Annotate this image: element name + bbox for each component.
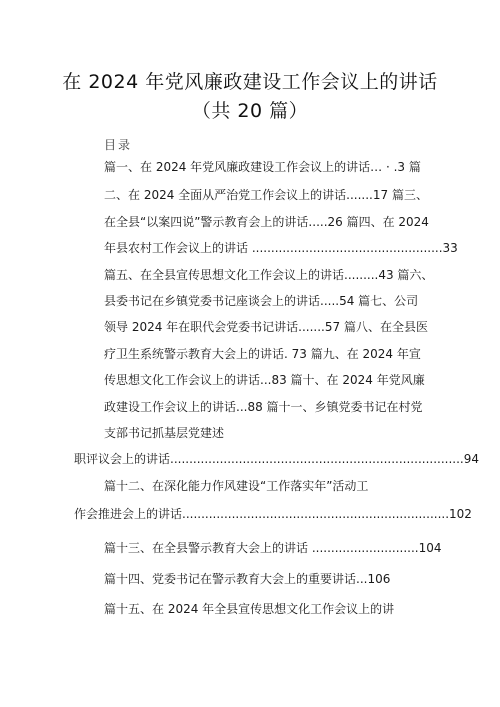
toc-line: 二、在 2024 全面从严治党工作会议上的讲话.......17 篇三、	[104, 188, 428, 202]
toc-line: 作会推进会上的讲话......................................................................102	[74, 507, 472, 521]
toc-line: 篇十四、党委书记在警示教育大会上的重要讲话...106	[104, 572, 391, 586]
toc-line: 篇五、在全县宣传思想文化工作会议上的讲话.........43 篇六、	[104, 268, 434, 282]
toc-line: 篇十二、在深化能力作风建设“工作落实年”活动工	[104, 479, 369, 493]
toc-line: 领导 2024 年在职代会党委书记讲话.......57 篇八、在全县医	[104, 320, 428, 334]
toc-line: 职评议会上的讲话.............................................................................94	[74, 452, 479, 466]
toc-line: 传思想文化工作会议上的讲话...83 篇十、在 2024 年党风廉	[104, 373, 425, 387]
toc-line: 支部书记抓基层党建述	[104, 426, 225, 440]
toc-line: 篇十三、在全县警示教育大会上的讲话 ............................104	[104, 541, 442, 555]
toc-label: 目录	[104, 138, 133, 152]
toc-line: 政建设工作会议上的讲话...88 篇十一、乡镇党委书记在村党	[104, 400, 423, 414]
toc-line: 在全县“以案四说”警示教育会上的讲话.....26 篇四、在 2024	[104, 215, 429, 229]
toc-line: 县委书记在乡镇党委书记座谈会上的讲话.....54 篇七、公司	[104, 294, 419, 308]
toc-line: 年县农村工作会议上的讲话 ..................................................33	[104, 241, 458, 255]
toc-line: 篇十五、在 2024 年全县宣传思想文化工作会议上的讲	[104, 602, 395, 616]
toc-line: 篇一、在 2024 年党风廉政建设工作会议上的讲话… · .3 篇	[104, 160, 421, 174]
document-subtitle: （共 20 篇）	[191, 100, 309, 122]
toc-line: 疗卫生系统警示教育大会上的讲话. 73 篇九、在 2024 年宣	[104, 347, 421, 361]
document-title: 在 2024 年党风廉政建设工作会议上的讲话	[62, 71, 438, 93]
